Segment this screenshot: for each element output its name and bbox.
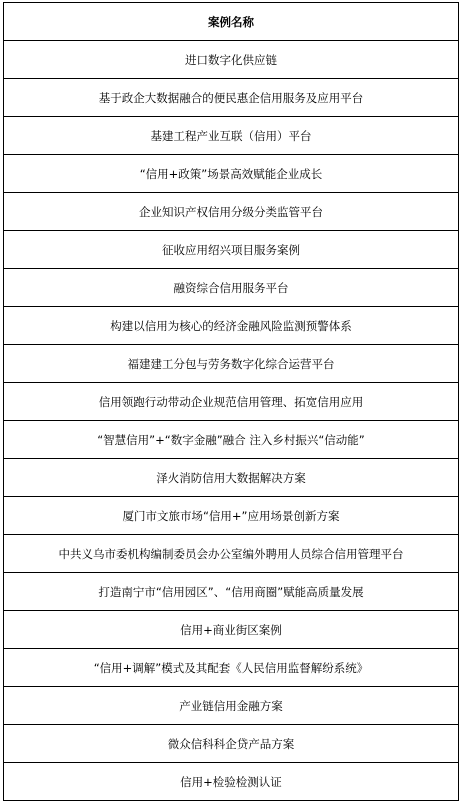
table-row [4, 421, 459, 459]
table-row [4, 687, 459, 725]
table-cell: 融资综合信用服务平台 [4, 269, 459, 307]
table-cell: 信用+检验检测认证 [4, 763, 459, 801]
table-row [4, 117, 459, 155]
table-row [4, 649, 459, 687]
table-row [4, 231, 459, 269]
table-cell: 产业链信用金融方案 [4, 687, 459, 725]
table-row [4, 725, 459, 763]
table-row [4, 535, 459, 573]
table-cell: 信用领跑行动带动企业规范信用管理、拓宽信用应用 [4, 383, 459, 421]
table-cell: “信用+调解”模式及其配套《人民信用监督解纷系统》 [4, 649, 459, 687]
table-cell: 泽火消防信用大数据解决方案 [4, 459, 459, 497]
table-header-row [4, 3, 459, 41]
table-cell: “信用+政策”场景高效赋能企业成长 [4, 155, 459, 193]
table-row [4, 383, 459, 421]
table-row [4, 459, 459, 497]
table-cell: 征收应用绍兴项目服务案例 [4, 231, 459, 269]
table-row [4, 573, 459, 611]
table-row [4, 611, 459, 649]
table-row [4, 79, 459, 117]
table-row [4, 307, 459, 345]
table-row [4, 345, 459, 383]
table-row [4, 155, 459, 193]
table-row [4, 41, 459, 79]
table-cell: 福建建工分包与劳务数字化综合运营平台 [4, 345, 459, 383]
case-table [3, 2, 459, 801]
table-cell: 中共义乌市委机构编制委员会办公室编外聘用人员综合信用管理平台 [4, 535, 459, 573]
table-cell: 基于政企大数据融合的便民惠企信用服务及应用平台 [4, 79, 459, 117]
case-table-container [3, 2, 459, 801]
table-row [4, 763, 459, 801]
table-cell: “智慧信用”+“数字金融”融合 注入乡村振兴“信动能” [4, 421, 459, 459]
table-cell: 厦门市文旅市场“信用+”应用场景创新方案 [4, 497, 459, 535]
table-cell: 打造南宁市“信用园区”、“信用商圈”赋能高质量发展 [4, 573, 459, 611]
table-row [4, 193, 459, 231]
table-cell: 企业知识产权信用分级分类监管平台 [4, 193, 459, 231]
table-cell: 进口数字化供应链 [4, 41, 459, 79]
table-row [4, 497, 459, 535]
table-cell: 信用+商业街区案例 [4, 611, 459, 649]
table-row [4, 269, 459, 307]
table-cell: 构建以信用为核心的经济金融风险监测预警体系 [4, 307, 459, 345]
table-cell: 基建工程产业互联（信用）平台 [4, 117, 459, 155]
column-header-case-name: 案例名称 [4, 3, 459, 41]
table-cell: 微众信科科企贷产品方案 [4, 725, 459, 763]
